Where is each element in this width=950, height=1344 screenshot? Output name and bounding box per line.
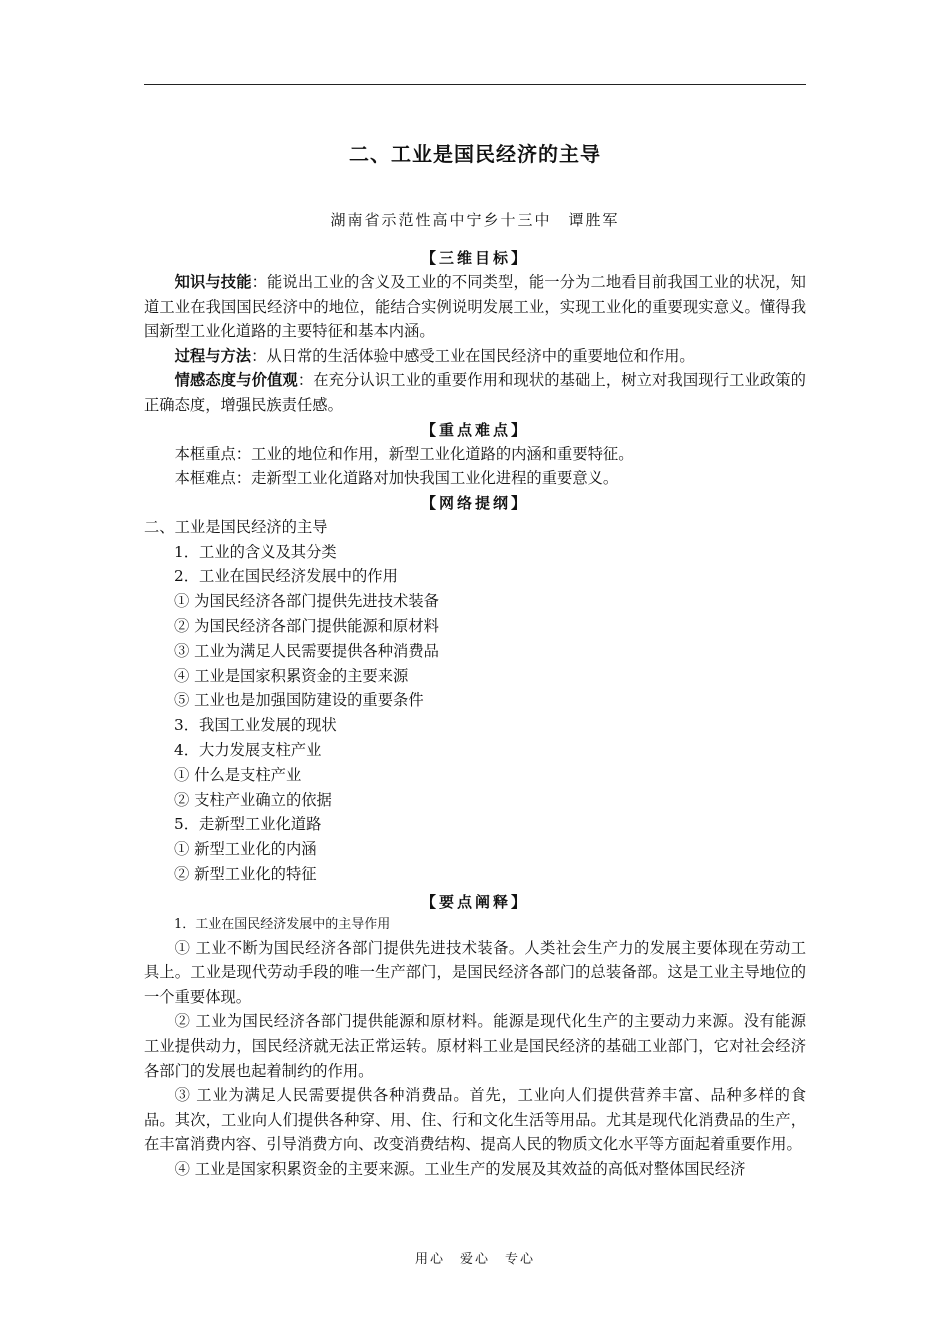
outline-item: ⑤ 工业也是加强国防建设的重要条件 bbox=[174, 691, 424, 710]
page-footer: 用心 爱心 专心 bbox=[414, 1252, 535, 1267]
difficult-point: 本框难点：走新型工业化道路对加快我国工业化进程的重要意义。 bbox=[174, 469, 619, 488]
key-point: 本框重点：工业的地位和作用，新型工业化道路的内涵和重要特征。 bbox=[174, 444, 634, 463]
explain-paragraph: ④ 工业是国家积累资金的主要来源。工业生产的发展及其效益的高低对整体国民经济 bbox=[174, 1160, 746, 1179]
page-title: 二、工业是国民经济的主导 bbox=[349, 142, 601, 166]
goal-process-label: 过程与方法 bbox=[174, 346, 252, 365]
goal-emotion-text: ：在充分认识工业的重要作用和现状的基础上，树立对我国现行工业政策的正确态度，增强民族责任感。 bbox=[144, 371, 806, 414]
outline-root: 二、工业是国民经济的主导 bbox=[144, 517, 328, 536]
explain-heading: 1．工业在国民经济发展中的主导作用 bbox=[174, 916, 391, 932]
goal-knowledge-text: ：能说出工业的含义及工业的不同类型，能一分为二地看目前我国工业的状况，知道工业在我国国民经济中的地位，能结合实例说明发展工业，实现工业化的重要现实意义。懂得我国新型工业化道路的主要特征和基本内涵。 bbox=[144, 273, 806, 341]
outline-item: ① 新型工业化的内涵 bbox=[174, 840, 317, 859]
outline-item: ③ 工业为满足人民需要提供各种消费品 bbox=[174, 641, 439, 660]
outline-item: ① 什么是支柱产业 bbox=[174, 765, 302, 784]
outline-item: ② 支柱产业确立的依据 bbox=[174, 790, 332, 809]
outline-item: 4．大力发展支柱产业 bbox=[174, 740, 322, 759]
author-line: 湖南省示范性高中宁乡十三中 谭胜军 bbox=[330, 211, 620, 229]
outline-item: 5．走新型工业化道路 bbox=[174, 815, 322, 834]
explain-paragraph: ② 工业为国民经济各部门提供能源和原材料。能源是现代化生产的主要动力来源。没有能源工业提供动力，国民经济就无法正常运转。原材料工业是国民经济的基础工业部门，它对社会经济各部门的发展也起着制约的作用。 bbox=[144, 1012, 806, 1080]
section-heading-keypoints: 【重点难点】 bbox=[420, 420, 529, 439]
document-body bbox=[144, 134, 806, 1182]
explain-paragraph: ③ 工业为满足人民需要提供各种消费品。首先，工业向人们提供营养丰富、品种多样的食品。其次，工业向人们提供各种穿、用、住、行和文化生活等用品。尤其是现代化消费品的生产，在丰富消费内容、引导消费方向、改变消费结构、提高人民的物质文化水平等方面起着重要作用。 bbox=[144, 1086, 806, 1154]
section-heading-explain: 【要点阐释】 bbox=[420, 892, 529, 911]
outline-item: 1．工业的含义及其分类 bbox=[174, 542, 337, 561]
goal-emotion bbox=[144, 368, 806, 417]
goal-process-text: ：从日常的生活体验中感受工业在国民经济中的重要地位和作用。 bbox=[251, 346, 695, 365]
outline-item: ① 为国民经济各部门提供先进技术装备 bbox=[174, 592, 439, 611]
outline-item: ② 为国民经济各部门提供能源和原材料 bbox=[174, 616, 439, 635]
goal-knowledge bbox=[144, 270, 806, 344]
header-rule bbox=[144, 84, 806, 85]
outline-item: ④ 工业是国家积累资金的主要来源 bbox=[174, 666, 409, 685]
outline-item: ② 新型工业化的特征 bbox=[174, 864, 317, 883]
goal-emotion-label: 情感态度与价值观 bbox=[174, 371, 298, 390]
goal-process bbox=[144, 344, 806, 369]
outline-item: 2．工业在国民经济发展中的作用 bbox=[174, 567, 398, 586]
goal-knowledge-label: 知识与技能 bbox=[174, 273, 252, 291]
outline-item: 3．我国工业发展的现状 bbox=[174, 716, 337, 735]
section-heading-outline: 【网络提纲】 bbox=[420, 493, 529, 512]
explain-paragraph: ① 工业不断为国民经济各部门提供先进技术装备。人类社会生产力的发展主要体现在劳动工具上。工业是现代劳动手段的唯一生产部门，是国民经济各部门的总装备部。这是工业主导地位的一个重要体现。 bbox=[144, 938, 806, 1006]
section-heading-goals: 【三维目标】 bbox=[420, 249, 529, 267]
